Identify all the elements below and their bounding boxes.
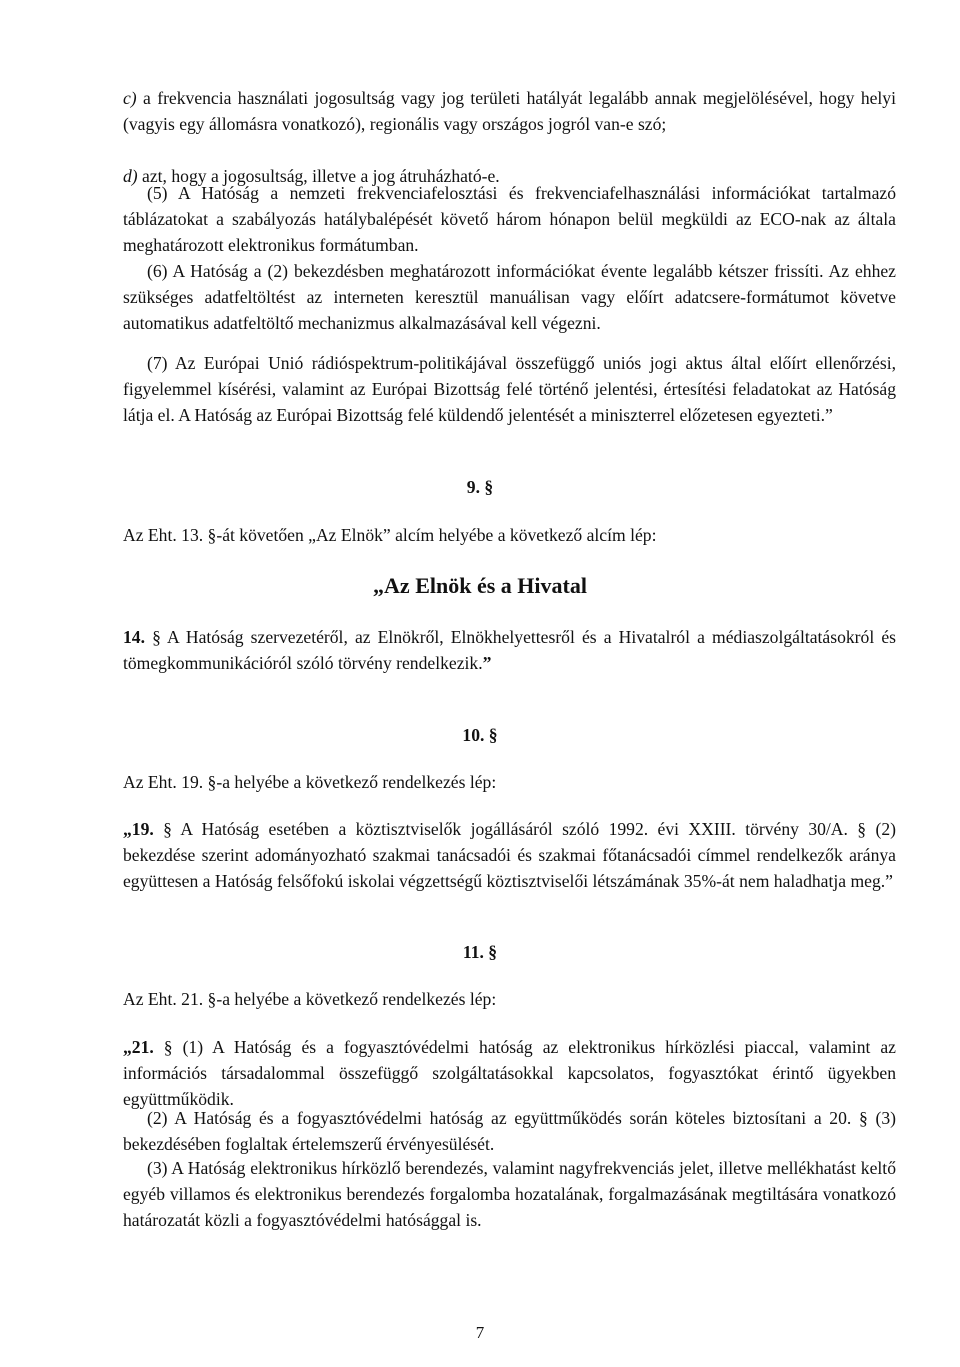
section-19-number: „19. [123,819,154,839]
paragraph-7: (7) Az Európai Unió rádióspektrum-politikájával összefüggő uniós jogi aktus által előírt ellenőrzési, figyelemmel kísérési, valamint az Európai Bizottság felé történő jelentési, értesítési feladatokat az Hatóság látja el. A Hatóság az Európai Bizottság felé küldendő jelentését a miniszterrel előzetesen egyezteti.” [123,353,896,426]
paragraph-c [123,85,896,137]
section-21-paragraph-2: (2) A Hatóság és a fogyasztóvédelmi hatóság az együttműködés során köteles biztosítani a 20. § (3) bekezdésében foglaltak értelemszerű érvényesülését. [123,1108,896,1155]
section-9-intro: Az Eht. 13. §-át követően „Az Elnök” alcím helyébe a következő alcím lép: [123,525,657,545]
item-text-c: a frekvencia használati jogosultság vagy jog területi hatályát legalább annak megjelölésével, hogy helyi (vagyis egy állomásra vonatkozó), regionális vagy országos jogról van-e szó; [123,88,896,135]
paragraph-6: (6) A Hatóság a (2) bekezdésben meghatározott információkat évente legalább kétszer frissíti. Az ehhez szükséges adatfeltöltést az interneten keresztül manuálisan vagy előírt adatcsere-formátumot követve automatikus adatfeltöltő mechanizmus alkalmazásával kell végezni. [123,261,896,334]
item-text-d: azt, hogy a jogosultság, illetve a jog átruházható-e. [137,166,500,186]
section-14-text [123,624,896,676]
section-11-intro: Az Eht. 21. §-a helyébe a következő rendelkezés lép: [123,989,497,1009]
page-number: 7 [475,1323,485,1342]
paragraph-5: (5) A Hatóság a nemzeti frekvenciafelosztási és frekvenciafelhasználási információkat tartalmazó táblázatokat a szabályozás hatálybalépését követő három hónapon belül megküldi az ECO-nak az általa meghatározott elektronikus formátumban. [123,183,896,256]
section-heading-11: 11. § [462,942,498,962]
section-heading-9: 9. § [466,477,494,497]
section-19-body: § A Hatóság esetében a köztisztviselők jogállásáról szóló 1992. évi XXIII. törvény 30/A. § (2) bekezdése szerint adományozható szakmai tanácsadói és szakmai főtanácsadói címmel rendelkezők aránya együttesen a Hatóság felsőfokú iskolai végzettségű köztisztviselői létszámának 35%-át nem haladhatja meg.” [123,819,896,892]
section-heading-10: 10. § [462,725,498,745]
section-21-paragraph-1 [123,1034,896,1113]
item-label-c: c) [123,88,137,108]
section-14-number: 14. [123,627,145,647]
section-21-body-1: § (1) A Hatóság és a fogyasztóvédelmi hatóság az elektronikus hírközlési piaccal, valamint az információs társadalommal összefüggő szolgáltatásokkal kapcsolatos, fogyasztókat érintő ügyekben együttműködik. [123,1037,896,1110]
section-14-body: § A Hatóság szervezetéről, az Elnökről, Elnökhelyettesről és a Hivatalról a médiaszolgáltatásokról és tömegkommunikációról szóló törvény rendelkezik. [123,627,896,674]
section-21-paragraph-3: (3) A Hatóság elektronikus hírközlő berendezés, valamint nagyfrekvenciás jelet, illetve mellékhatást keltő egyéb villamos és elektronikus berendezés forgalomba hozatalának, forgalmazásának megtiltására vonatkozó határozatát közli a fogyasztóvédelmi hatósággal is. [123,1158,896,1231]
subtitle-elnok-hivatal: „Az Elnök és a Hivatal [373,573,587,598]
section-10-intro: Az Eht. 19. §-a helyébe a következő rendelkezés lép: [123,772,497,792]
item-label-d: d) [123,166,138,186]
section-21-number: „21. [123,1037,154,1057]
section-19-text [123,816,896,895]
section-14-close-quote: ” [482,653,492,674]
